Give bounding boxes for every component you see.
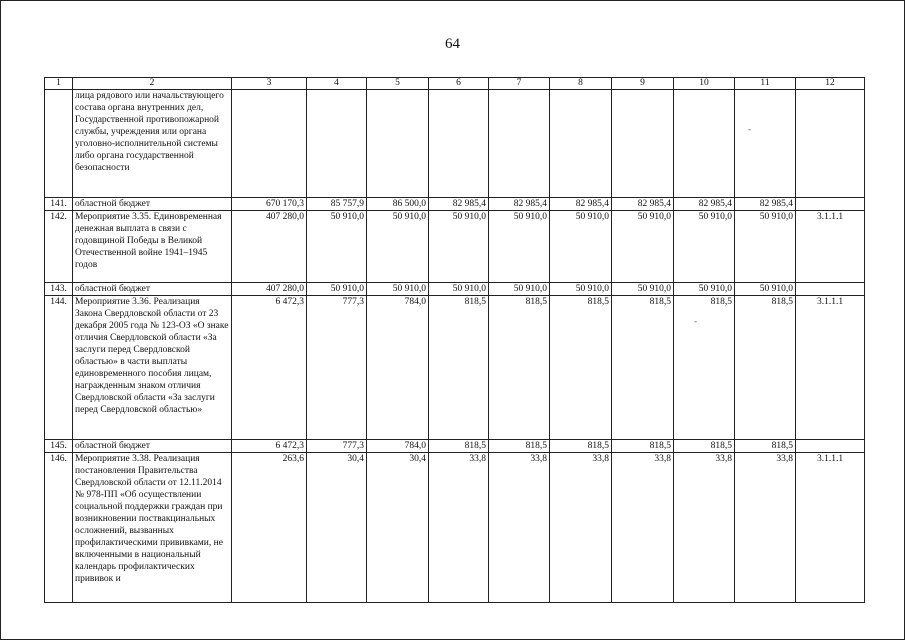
target-code <box>796 198 865 211</box>
value-cell: 818,5 <box>550 296 612 440</box>
value-cell: 818,5 <box>550 440 612 453</box>
row-description: лица рядового или начальствующего состава органа внутренних дел, Государственной противопожарной службы, учреждения или органа уголовно-исполнительной системы либо органа государственной безопасности <box>73 90 232 198</box>
page-number: 64 <box>445 36 460 52</box>
value-cell: 407 280,0 <box>232 211 307 283</box>
value-cell <box>674 90 735 198</box>
column-header: 2 <box>73 78 232 90</box>
value-cell: 407 280,0 <box>232 283 307 296</box>
value-cell: 85 757,9 <box>307 198 367 211</box>
value-cell: 818,5 <box>429 296 489 440</box>
target-code <box>796 440 865 453</box>
column-header: 11 <box>735 78 796 90</box>
value-cell: 50 910,0 <box>674 283 735 296</box>
value-cell: 50 910,0 <box>307 211 367 283</box>
value-cell: 784,0 <box>367 296 429 440</box>
row-number: 141. <box>45 198 73 211</box>
value-cell: 50 910,0 <box>367 283 429 296</box>
stray-mark: - <box>694 316 697 326</box>
row-number: 144. <box>45 296 73 440</box>
table-row <box>45 440 865 453</box>
row-number: 145. <box>45 440 73 453</box>
value-cell: 50 910,0 <box>735 283 796 296</box>
value-cell: 818,5 <box>612 296 674 440</box>
column-header: 6 <box>429 78 489 90</box>
value-cell: 86 500,0 <box>367 198 429 211</box>
value-cell: 82 985,4 <box>735 198 796 211</box>
value-cell <box>550 90 612 198</box>
row-description: Мероприятие 3.38. Реализация постановления Правительства Свердловской области от 12.11.2014 № 978-ПП «Об осуществлении социальной поддержки граждан при возникновении поствакцинальных осложнений, вызванных профилактическими прививками, не включенными в национальный календарь профилактических прививок и <box>73 453 232 603</box>
target-code: 3.1.1.1 <box>796 296 865 440</box>
row-description: Мероприятие 3.36. Реализация Закона Свердловской области от 23 декабря 2005 года № 123-ОЗ «О знаке отличия Свердловской области «За заслуги перед Свердловской областью» в части выплаты единовременного пособия лицам, награжденным знаком отличия Свердловской области «За заслуги перед Свердловской областью» <box>73 296 232 440</box>
table-row <box>45 296 865 440</box>
column-header: 10 <box>674 78 735 90</box>
value-cell: 82 985,4 <box>429 198 489 211</box>
column-header: 8 <box>550 78 612 90</box>
table-header-row <box>45 78 865 90</box>
row-description: областной бюджет <box>73 283 232 296</box>
value-cell: 818,5 <box>489 440 550 453</box>
value-cell: 50 910,0 <box>612 283 674 296</box>
value-cell: 50 910,0 <box>550 211 612 283</box>
value-cell: 50 910,0 <box>674 211 735 283</box>
value-cell: 818,5 <box>674 296 735 440</box>
row-number: 143. <box>45 283 73 296</box>
target-code <box>796 283 865 296</box>
value-cell: 33,8 <box>674 453 735 603</box>
value-cell: 6 472,3 <box>232 440 307 453</box>
column-header: 7 <box>489 78 550 90</box>
value-cell: 50 910,0 <box>429 283 489 296</box>
value-cell: 50 910,0 <box>489 211 550 283</box>
column-header: 9 <box>612 78 674 90</box>
target-code <box>796 90 865 198</box>
value-cell: 33,8 <box>489 453 550 603</box>
row-description: областной бюджет <box>73 198 232 211</box>
table-row <box>45 283 865 296</box>
value-cell: 82 985,4 <box>550 198 612 211</box>
value-cell: 33,8 <box>735 453 796 603</box>
value-cell: 82 985,4 <box>612 198 674 211</box>
value-cell: 784,0 <box>367 440 429 453</box>
value-cell: 777,3 <box>307 296 367 440</box>
value-cell: 263,6 <box>232 453 307 603</box>
value-cell: 82 985,4 <box>489 198 550 211</box>
value-cell: 818,5 <box>735 296 796 440</box>
row-number <box>45 90 73 198</box>
value-cell: 777,3 <box>307 440 367 453</box>
column-header: 1 <box>45 78 73 90</box>
row-description: Мероприятие 3.35. Единовременная денежная выплата в связи с годовщиной Победы в Великой Отечественной войне 1941–1945 годов <box>73 211 232 283</box>
value-cell <box>489 90 550 198</box>
value-cell: 50 910,0 <box>367 211 429 283</box>
value-cell <box>232 90 307 198</box>
value-cell: 818,5 <box>674 440 735 453</box>
column-header: 5 <box>367 78 429 90</box>
value-cell <box>429 90 489 198</box>
table-row <box>45 211 865 283</box>
value-cell <box>367 90 429 198</box>
value-cell: 30,4 <box>307 453 367 603</box>
value-cell: 50 910,0 <box>612 211 674 283</box>
stray-mark: - <box>748 124 751 134</box>
value-cell <box>612 90 674 198</box>
value-cell: 50 910,0 <box>735 211 796 283</box>
value-cell: 82 985,4 <box>674 198 735 211</box>
value-cell: 670 170,3 <box>232 198 307 211</box>
column-header: 3 <box>232 78 307 90</box>
value-cell: 50 910,0 <box>489 283 550 296</box>
row-number: 146. <box>45 453 73 603</box>
value-cell: 818,5 <box>429 440 489 453</box>
column-header: 12 <box>796 78 865 90</box>
value-cell: 50 910,0 <box>307 283 367 296</box>
table-row <box>45 198 865 211</box>
value-cell: 33,8 <box>550 453 612 603</box>
value-cell: 30,4 <box>367 453 429 603</box>
value-cell: 6 472,3 <box>232 296 307 440</box>
column-header: 4 <box>307 78 367 90</box>
value-cell: 50 910,0 <box>429 211 489 283</box>
value-cell: 818,5 <box>735 440 796 453</box>
target-code: 3.1.1.1 <box>796 211 865 283</box>
row-number: 142. <box>45 211 73 283</box>
table-row <box>45 90 865 198</box>
value-cell <box>735 90 796 198</box>
value-cell: 818,5 <box>612 440 674 453</box>
value-cell: 50 910,0 <box>550 283 612 296</box>
value-cell: 33,8 <box>612 453 674 603</box>
budget-table <box>44 77 865 603</box>
table-row <box>45 453 865 603</box>
value-cell <box>307 90 367 198</box>
target-code: 3.1.1.1 <box>796 453 865 603</box>
row-description: областной бюджет <box>73 440 232 453</box>
value-cell: 818,5 <box>489 296 550 440</box>
value-cell: 33,8 <box>429 453 489 603</box>
